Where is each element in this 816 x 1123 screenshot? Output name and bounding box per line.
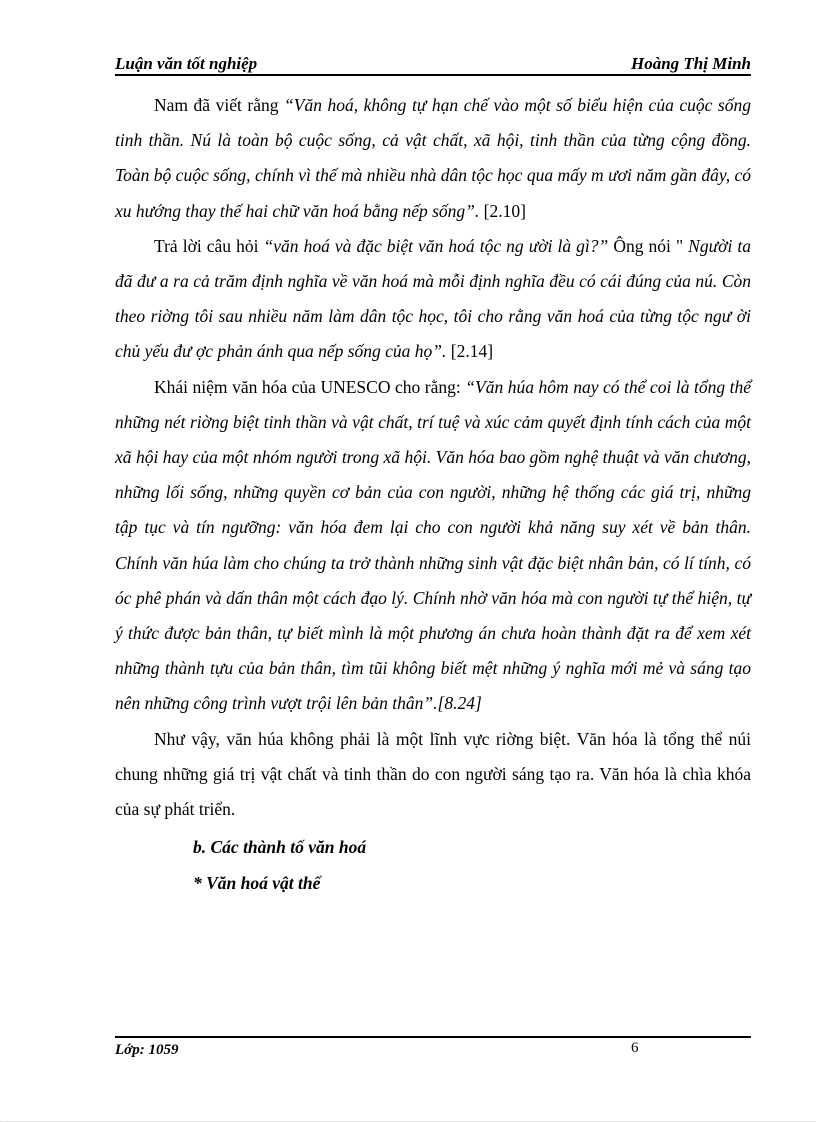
header-thesis-title: Luận văn tốt nghiệp	[115, 54, 258, 73]
paragraph-mid: Ông nói "	[608, 235, 689, 256]
header-rule	[115, 74, 751, 76]
page-bottom-edge	[0, 1121, 816, 1122]
paragraph-lead: Nam đã viết rằng	[154, 95, 285, 115]
footer-rule	[115, 1036, 751, 1038]
citation: [2.10]	[479, 200, 526, 221]
subsection-heading: * Văn hoá vật thể	[193, 873, 321, 894]
paragraph-conclusion: Như vậy, văn húa không phải là một lĩnh vực riờng biệt. Văn hóa là tổng thể núi chung những giá trị vật chất và tinh thần do con người sáng tạo ra. Văn hóa là chìa khóa của sự phát triển.	[115, 728, 751, 820]
footer-class-label: Lớp: 1059	[115, 1042, 179, 1058]
paragraph-unesco	[115, 370, 751, 722]
quotation: Người ta đã đư a ra cả trăm định nghĩa về văn hoá mà mỗi định nghĩa đều có cái đúng của nú. Còn theo riờng tôi sau nhiều năm làm dân tộc học, tôi cho rằng văn hoá của từng tộc ngư ời chủ yếu đư ợc phản ánh qua nếp sống của họ”.	[115, 235, 751, 362]
citation: [2.14]	[446, 341, 494, 362]
quotation: “Văn húa hôm nay có thể coi là tổng thể những nét riờng biệt tinh thần và vật chất, trí tuệ và xúc cảm quyết định tính cách của một xã hội hay của một nhóm người trong xã hội. Văn hóa bao gồm nghệ thuật và văn chương, những lối sống, những quyền cơ bản của con người, những hệ thống các giá trị, những tập tục và tín ngưỡng: văn hóa đem lại cho con người khả năng suy xét về bản thân. Chính văn húa làm cho chúng ta trở thành những sinh vật đặc biệt nhân bản, có lí tính, có óc phê phán và dấn thân một cách đạo lý. Chính nhờ văn hóa mà con người tự thể hiện, tự ý thức được bản thân, tự biết mình là một phương án chưa hoàn thành đặt ra để xem xét những thành tựu của bản thân, tìm tũi không biết mệt những ý nghĩa mới mẻ và sáng tạo nên những công trình vượt trội lên bản thân”.[8.24]	[115, 376, 752, 714]
paragraph-lead: Khái niệm văn hóa của UNESCO cho rằng:	[154, 376, 466, 397]
paragraph-lead: Trả lời câu hỏi	[154, 235, 264, 256]
paragraph-nam-quote	[115, 88, 751, 229]
paragraph-answer	[115, 229, 751, 370]
quotation: “Văn hoá, không tự hạn chế vào một số biểu hiện của cuộc sống tinh thần. Nú là toàn bộ cuộc sống, cả vật chất, xã hội, tinh thần của từng cộng đồng. Toàn bộ cuộc sống, chính vì thế mà nhiều nhà dân tộc học qua mấy m ươi năm gần đây, có xu hướng thay thế hai chữ văn hoá bằng nếp sống”.	[115, 95, 751, 221]
page-body	[115, 88, 751, 901]
page-number: 6	[631, 1040, 639, 1056]
header-author: Hoàng Thị Minh	[631, 54, 751, 73]
question-quote: “văn hoá và đặc biệt văn hoá tộc ng ười là gì?”	[263, 235, 609, 256]
page-footer	[115, 1040, 751, 1062]
section-heading: b. Các thành tố văn hoá	[193, 837, 367, 858]
page-header	[115, 48, 751, 74]
